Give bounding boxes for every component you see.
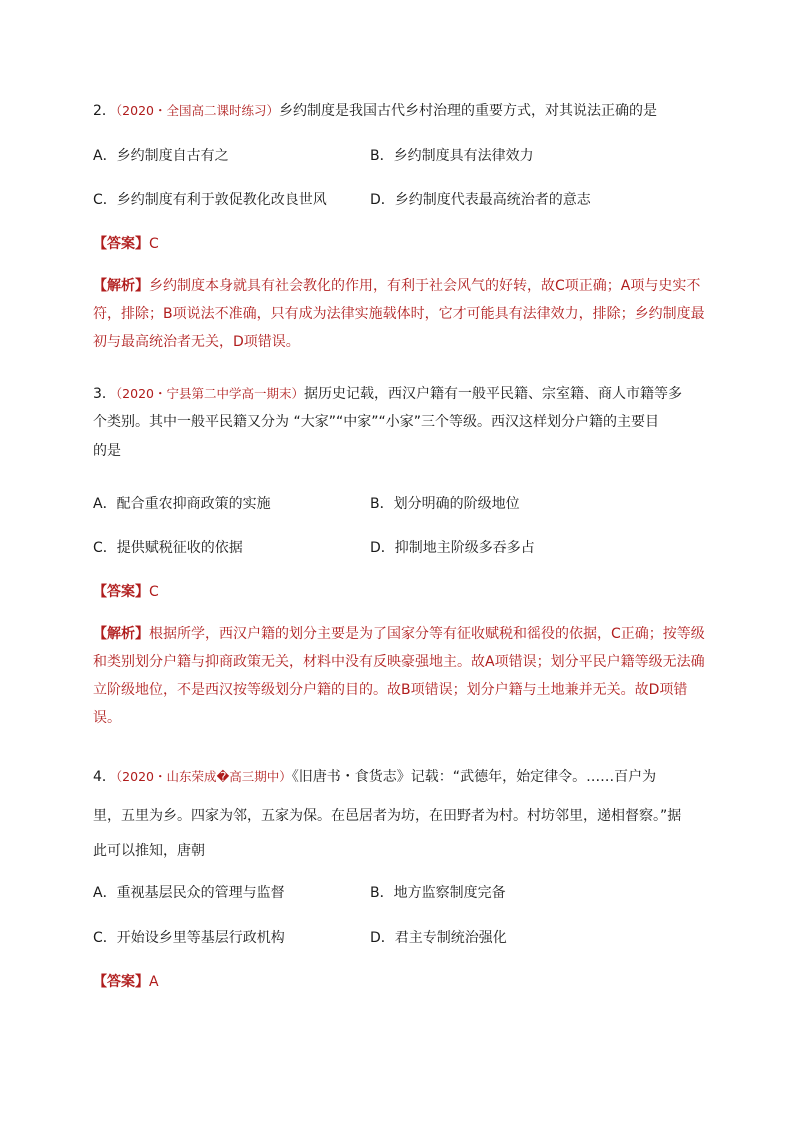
question-3-stem-line-3: 的是: [93, 443, 121, 459]
question-number: 4．: [93, 769, 116, 785]
answer-value: C: [149, 236, 159, 252]
answer-line: [93, 581, 159, 601]
option-c: C．提供赋税征收的依据: [93, 540, 243, 556]
answer-value: A: [149, 974, 159, 990]
analysis-text: 乡约制度本身就具有社会教化的作用，有利于社会风气的好转，故C项正确；A项与史实不符，排除；B项说法不准确，只有成为法律实施载体时，它才可能具有法律效力，排除；乡约制度最初与最高统治者无关，D项错误。: [93, 278, 705, 350]
option-b: B．地方监察制度完备: [370, 885, 506, 901]
question-source: （2020・全国高二课时练习）: [115, 103, 279, 118]
option-d: D．抑制地主阶级多吞多占: [370, 540, 535, 556]
option-c: C．乡约制度有利于敦促教化改良世风: [93, 192, 327, 208]
question-4-stem-line-1: [93, 766, 656, 786]
question-3-stem-line-1: [93, 383, 682, 403]
question-text: 据历史记载，西汉户籍有一般平民籍、宗室籍、商人市籍等多: [303, 386, 682, 402]
option-a: A．配合重农抑商政策的实施: [93, 496, 271, 512]
option-b: B．划分明确的阶级地位: [370, 496, 520, 512]
answer-value: C: [149, 584, 159, 600]
option-a: A．乡约制度自古有之: [93, 148, 229, 164]
analysis-block: [93, 620, 705, 732]
option-a: A．重视基层民众的管理与监督: [93, 885, 285, 901]
answer-tag: 【答案】: [93, 974, 149, 990]
question-4-stem-line-2: 里，五里为乡。四家为邻，五家为保。在邑居者为坊，在田野者为村。村坊邻里，递相督察。”据: [93, 808, 682, 824]
option-d: D．乡约制度代表最高统治者的意志: [370, 192, 591, 208]
option-d: D．君主专制统治强化: [370, 930, 507, 946]
question-source: （2020・宁县第二中学高一期末）: [115, 386, 304, 401]
question-3-stem-line-2: 个类别。其中一般平民籍又分为 “大家”“中家”“小家”三个等级。西汉这样划分户籍的主要目: [93, 414, 659, 430]
answer-line: [93, 233, 159, 253]
analysis-block: [93, 272, 705, 356]
question-2-stem: [93, 100, 657, 120]
analysis-tag: 【解析】: [93, 626, 149, 642]
question-4-stem-line-3: 此可以推知，唐朝: [93, 843, 205, 859]
option-c: C．开始设乡里等基层行政机构: [93, 930, 285, 946]
answer-line: [93, 971, 159, 991]
answer-tag: 【答案】: [93, 584, 149, 600]
option-b: B．乡约制度具有法律效力: [370, 148, 534, 164]
question-number: 3．: [93, 386, 116, 402]
answer-tag: 【答案】: [93, 236, 149, 252]
question-text: 《旧唐书・食货志》记载：“武德年，始定律令。……百户为: [291, 769, 657, 785]
question-source: （2020・山东荣成�高三期中）: [115, 769, 292, 784]
analysis-text: 根据所学，西汉户籍的划分主要是为了国家分等有征收赋税和徭役的依据，C正确；按等级和类别划分户籍与抑商政策无关，材料中没有反映豪强地主。故A项错误；划分平民户籍等级无法确立阶级地位，不是西汉按等级划分户籍的目的。故B项错误；划分户籍与土地兼并无关。故D项错误。: [93, 626, 705, 726]
question-text: 乡约制度是我国古代乡村治理的重要方式，对其说法正确的是: [278, 103, 657, 119]
analysis-tag: 【解析】: [93, 278, 149, 294]
question-number: 2．: [93, 103, 116, 119]
